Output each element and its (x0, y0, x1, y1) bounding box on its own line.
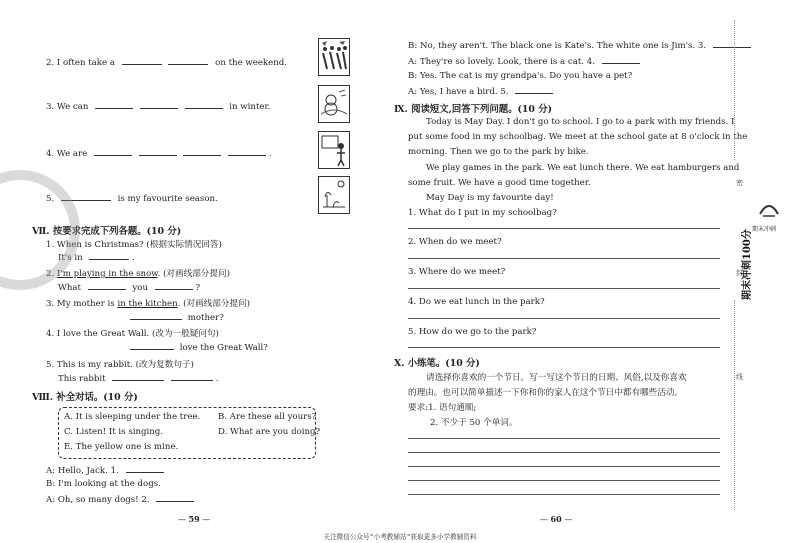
writing-line[interactable] (408, 480, 720, 481)
writing-requirement-2: 2. 不少于 50 个单词。 (430, 418, 518, 428)
brand-small: 期末冲刺 (752, 226, 777, 233)
answer-blank[interactable] (602, 56, 640, 64)
reading-question-4: 4. Do we eat lunch in the park? (408, 297, 545, 307)
answer-line[interactable] (408, 228, 720, 229)
answer-line[interactable] (408, 258, 720, 259)
answer-blank[interactable] (139, 148, 177, 156)
answer-blank[interactable] (185, 101, 223, 109)
answer-blank[interactable] (130, 312, 182, 320)
answer-blank[interactable] (713, 40, 751, 48)
writing-prompt-1: 请选择你喜欢的一个节日。写一写这个节日的日期、风俗,以及你喜欢 (426, 373, 687, 383)
answer-blank[interactable] (155, 282, 193, 290)
writing-requirement-1: 要求:1. 语句通顺; (408, 403, 477, 413)
dialog-line-1: A: Hello, Jack. 1. (46, 465, 164, 476)
answer-blank[interactable] (88, 282, 126, 290)
answer-blank[interactable] (94, 148, 132, 156)
passage-line-3: morning. Then we go to the park by bike. (408, 147, 589, 157)
section-8-title: Ⅷ. 补全对话。(10 分) (32, 392, 138, 403)
option-e: E. The yellow one is mine. (64, 442, 179, 452)
option-c: C. Listen! It is singing. (64, 427, 164, 437)
writing-prompt-2: 的理由。也可以简单描述一下你和你的家人在这个节日中都有哪些活动。 (408, 388, 684, 398)
answer-blank[interactable] (89, 252, 129, 260)
seal-char: 封 (736, 269, 743, 277)
sec7-item-2: 2. I'm playing in the snow. (对画线部分提问) (46, 269, 230, 279)
dialog-line-5: A: They're so lovely. Look, there is a cat. 4. (408, 56, 640, 67)
sec7-item-4-answer: love the Great Wall? (130, 342, 268, 353)
question-5: 5. is my favourite season. (46, 194, 218, 204)
dialog-line-6: B: Yes. The cat is my grandpa's. Do you have a pet? (408, 71, 633, 81)
answer-blank[interactable] (171, 373, 213, 381)
dialog-line-3: A: Oh, so many dogs! 2. (46, 494, 194, 505)
reading-question-5: 5. How do we go to the park? (408, 327, 537, 337)
section-9-title: Ⅸ. 阅读短文,回答下列问题。(10 分) (394, 104, 553, 115)
option-b: B. Are these all yours? (218, 412, 317, 422)
question-4: 4. We are . (46, 149, 272, 159)
seal-line (734, 300, 735, 510)
passage-line-5: some fruit. We have a good time together. (408, 178, 591, 188)
answer-blank[interactable] (122, 57, 162, 65)
writing-line[interactable] (408, 452, 720, 453)
seal-char: 密 (736, 179, 743, 187)
picture-snowman (318, 85, 350, 123)
answer-blank[interactable] (156, 494, 194, 502)
sec7-item-1: 1. When is Christmas? (根据实际情况回答) (46, 240, 222, 250)
reading-question-3: 3. Where do we meet? (408, 267, 506, 277)
sec7-item-3: 3. My mother is in the kitchen. (对画线部分提问) (46, 299, 250, 309)
picture-autumn (318, 176, 350, 214)
reading-question-2: 2. When do we meet? (408, 237, 502, 247)
sec7-item-2-answer: What you ? (58, 283, 201, 293)
answer-blank[interactable] (140, 101, 178, 109)
writing-line[interactable] (408, 494, 720, 495)
dialog-line-2: B: I'm looking at the dogs. (46, 479, 161, 489)
picture-teacher (318, 131, 350, 169)
sec7-item-3-answer: mother? (130, 312, 224, 323)
seal-char: 线 (736, 373, 743, 381)
writing-line[interactable] (408, 466, 720, 467)
passage-line-2: put some food in my schoolbag. We meet at the school gate at 8 o'clock in the (408, 132, 748, 142)
answer-line[interactable] (408, 288, 720, 289)
answer-blank[interactable] (183, 148, 221, 156)
sec7-item-5-answer: This rabbit . (58, 374, 219, 384)
answer-blank[interactable] (168, 57, 208, 65)
question-2: 2. I often take a on the weekend. (46, 58, 287, 68)
footer-note: 关注微信公众号"小考教辅站"获取更多小学教辅资料 (323, 533, 477, 541)
dialog-line-7: A: Yes, I have a bird. 5. (408, 86, 553, 97)
brand-title: 期末冲刺100分 (742, 229, 753, 300)
sec7-item-1-answer: It's in . (58, 253, 135, 263)
sec7-item-4: 4. I love the Great Wall. (改为一般疑问句) (46, 329, 219, 339)
answer-blank[interactable] (95, 101, 133, 109)
answer-line[interactable] (408, 318, 720, 319)
page-number-left: — 59 — (178, 514, 211, 524)
sec7-item-5: 5. This is my rabbit. (改为复数句子) (46, 360, 194, 370)
section-7-title: Ⅶ. 按要求完成下列各题。(10 分) (32, 226, 182, 237)
passage-line-6: May Day is my favourite day! (426, 193, 554, 203)
reading-question-1: 1. What do I put in my schoolbag? (408, 208, 557, 218)
passage-line-4: We play games in the park. We eat lunch there. We eat hamburgers and (426, 163, 740, 173)
answer-blank[interactable] (126, 465, 164, 473)
dialog-line-4: B: No, they aren't. The black one is Kate's. The white one is Jim's. 3. (408, 40, 751, 51)
brand-logo (758, 196, 780, 225)
writing-line[interactable] (408, 438, 720, 439)
answer-blank[interactable] (228, 148, 266, 156)
section-10-title: Ⅹ. 小练笔。(10 分) (394, 358, 480, 369)
page-number-right: — 60 — (540, 514, 573, 524)
option-a: A. It is sleeping under the tree. (64, 412, 201, 422)
option-d: D. What are you doing? (218, 427, 321, 437)
answer-line[interactable] (408, 347, 720, 348)
seal-line (734, 20, 735, 160)
answer-blank[interactable] (112, 373, 164, 381)
passage-line-1: Today is May Day. I don't go to school. I go to a park with my friends. I (426, 117, 735, 127)
answer-blank[interactable] (130, 342, 174, 350)
answer-blank[interactable] (515, 86, 553, 94)
question-3: 3. We can in winter. (46, 102, 271, 112)
picture-kites (318, 38, 350, 76)
